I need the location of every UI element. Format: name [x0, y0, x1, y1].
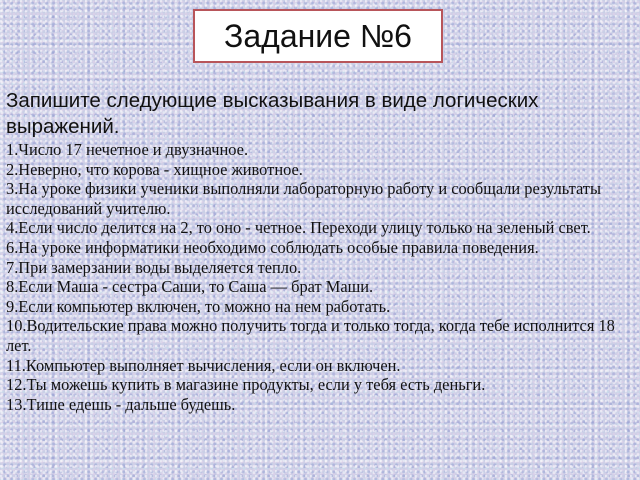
title-box [193, 9, 443, 63]
slide-title: Задание №6 [224, 17, 412, 54]
statement-item: 10.Водительские права можно получить тогда и только тогда, когда тебе исполнится 18 лет. [6, 316, 615, 355]
statement-item: 8.Если Маша - сестра Саши, то Саша — брат Маши. [6, 277, 374, 297]
task-content [6, 88, 626, 414]
statement-item: 9.Если компьютер включен, то можно на нем работать. [6, 296, 391, 316]
statement-item: 1.Число 17 нечетное и двузначное. [6, 140, 249, 159]
statement-item: 3.На уроке физики ученики выполняли лабораторную работу и сообщали результаты исследований учителю. [6, 179, 601, 218]
statement-item: 6.На уроке информатики необходимо соблюдать особые правила поведения. [6, 237, 539, 257]
statement-list [6, 140, 626, 414]
statement-item: 4.Если число делится на 2, то оно - четное. Переходи улицу только на зеленый свет. [6, 218, 591, 238]
statement-item: 11.Компьютер выполняет вычисления, если он включен. [6, 355, 401, 375]
task-heading: Запишите следующие высказывания в виде логических выражений. [6, 89, 539, 138]
statement-item: 13.Тише едешь - дальше будешь. [6, 394, 236, 414]
statement-item: 12.Ты можешь купить в магазине продукты, если у тебя есть деньги. [6, 375, 486, 395]
statement-item: 2.Неверно, что корова - хищное животное. [6, 159, 303, 179]
statement-item: 7.При замерзании воды выделяется тепло. [6, 257, 302, 277]
